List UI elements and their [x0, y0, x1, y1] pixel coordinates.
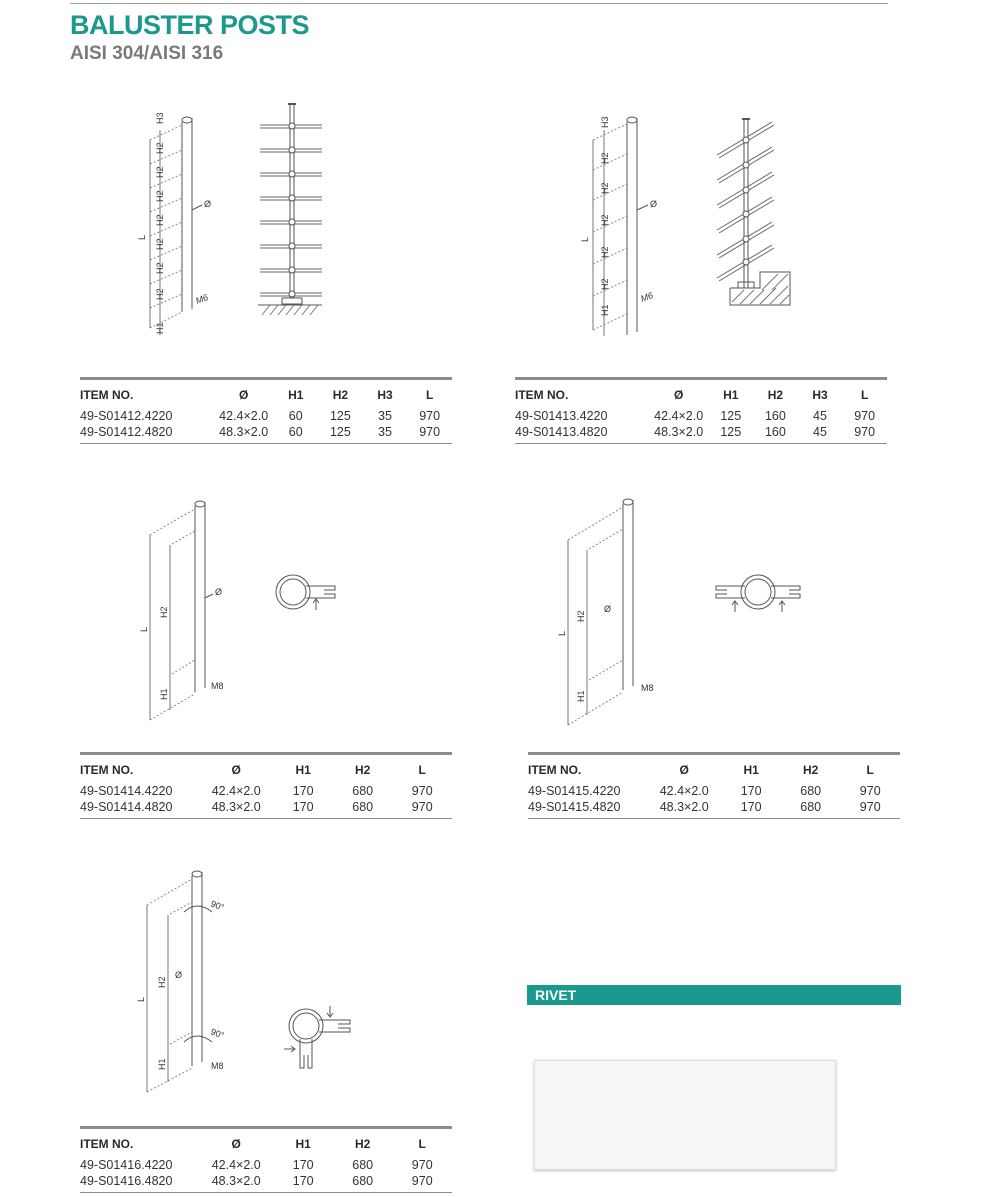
col-h1: H1	[295, 763, 311, 777]
drawing-s01415-side	[557, 499, 654, 725]
drawing-s01412-side	[137, 112, 211, 335]
col-h3: H3	[812, 388, 828, 402]
label-angle-90: 90°	[209, 898, 226, 913]
drawing-s01412-front	[258, 104, 322, 315]
rivet-section-header	[527, 985, 901, 1005]
col-item-no: ITEM NO.	[80, 1137, 134, 1151]
label-h1: H1	[576, 690, 586, 702]
cell-diameter: 48.3×2.0	[219, 425, 269, 439]
label-m8: M8	[211, 1061, 224, 1071]
cell-h1: 170	[740, 800, 762, 814]
drawing-s01415-section	[716, 575, 800, 612]
cell-diameter: 48.3×2.0	[654, 425, 704, 439]
label-m8: M8	[211, 681, 224, 691]
col-item-no: ITEM NO.	[80, 388, 134, 402]
label-h2: H2	[155, 166, 165, 178]
cell-item-no: 49-S01415.4820	[528, 800, 621, 814]
cell-h2: 125	[329, 425, 351, 439]
label-h2: H2	[576, 610, 586, 622]
page-title: BALUSTER POSTS	[70, 10, 310, 40]
label-h2: H2	[600, 214, 610, 226]
cell-diameter: 42.4×2.0	[654, 409, 704, 423]
col-diameter: Ø	[679, 763, 689, 777]
col-h2: H2	[767, 388, 784, 402]
drawing-s01414-section	[276, 575, 335, 610]
label-angle-90: 90°	[209, 1026, 226, 1041]
cell-l: 970	[411, 800, 433, 814]
col-h3: H3	[377, 388, 393, 402]
label-diameter: Ø	[604, 604, 612, 614]
col-h2: H2	[803, 763, 819, 777]
col-diameter: Ø	[239, 388, 249, 402]
col-h2: H2	[332, 388, 349, 402]
cell-h1: 170	[292, 784, 314, 798]
label-h2: H2	[600, 152, 610, 164]
label-diameter: Ø	[204, 199, 212, 209]
table-row	[80, 408, 452, 424]
cell-h2: 125	[329, 409, 351, 423]
cell-h1: 170	[292, 800, 314, 814]
spec-table-s01414	[80, 752, 452, 819]
cell-h1: 60	[288, 409, 303, 423]
label-h2: H2	[600, 246, 610, 258]
cell-diameter: 42.4×2.0	[219, 409, 269, 423]
label-h2: H2	[159, 606, 169, 618]
cell-h2: 680	[352, 1174, 374, 1188]
col-item-no: ITEM NO.	[528, 763, 582, 777]
cell-h1: 125	[720, 409, 742, 423]
label-h3: H3	[155, 112, 165, 124]
drawing-s01416-section	[284, 1006, 350, 1068]
label-l: L	[139, 626, 149, 632]
cell-item-no: 49-S01415.4220	[528, 784, 621, 798]
label-h2: H2	[155, 288, 165, 300]
table-row	[515, 408, 887, 424]
col-diameter: Ø	[231, 1137, 241, 1151]
col-h1: H1	[288, 388, 304, 402]
page-subtitle: AISI 304/AISI 316	[70, 43, 224, 64]
spec-table-s01415	[528, 752, 900, 819]
label-l: L	[580, 236, 590, 242]
cell-item-no: 49-S01413.4820	[515, 425, 608, 439]
cell-item-no: 49-S01414.4820	[80, 800, 173, 814]
spec-table-s01412	[80, 377, 452, 444]
cell-l: 970	[419, 425, 441, 439]
cell-h2: 680	[800, 800, 822, 814]
cell-l: 970	[854, 409, 876, 423]
spec-table-s01416	[80, 1126, 452, 1193]
cell-h2: 160	[764, 425, 786, 439]
cell-l: 970	[411, 1158, 433, 1172]
col-diameter: Ø	[231, 763, 241, 777]
rivet-heading: RIVET	[535, 987, 577, 1003]
label-h3: H3	[600, 116, 610, 128]
table-header-row	[528, 755, 900, 783]
cell-diameter: 48.3×2.0	[211, 800, 261, 814]
col-h1: H1	[743, 763, 759, 777]
col-h2: H2	[355, 763, 371, 777]
label-h2: H2	[600, 182, 610, 194]
cell-h1: 60	[288, 425, 303, 439]
label-diameter: Ø	[175, 970, 183, 980]
cell-h3: 45	[813, 425, 827, 439]
drawing-s01414-side	[139, 501, 224, 720]
label-h2: H2	[155, 190, 165, 202]
label-m6: M6	[639, 290, 655, 304]
col-l: L	[418, 1137, 426, 1151]
cell-l: 970	[419, 409, 441, 423]
col-l: L	[860, 388, 869, 402]
cell-item-no: 49-S01416.4220	[80, 1158, 173, 1172]
col-item-no: ITEM NO.	[80, 763, 134, 777]
cell-item-no: 49-S01413.4220	[515, 409, 608, 423]
drawing-s01413-front	[717, 119, 790, 305]
cell-diameter: 42.4×2.0	[211, 784, 261, 798]
table-row	[80, 783, 452, 799]
label-h2: H2	[157, 976, 167, 988]
col-l: L	[418, 763, 426, 777]
label-h2: H2	[155, 262, 165, 274]
table-row	[528, 799, 900, 818]
cell-diameter: 42.4×2.0	[211, 1158, 261, 1172]
label-h2: H2	[155, 238, 165, 250]
cell-item-no: 49-S01416.4820	[80, 1174, 173, 1188]
cell-h2: 680	[352, 784, 374, 798]
col-h2: H2	[355, 1137, 371, 1151]
cell-diameter: 42.4×2.0	[659, 784, 709, 798]
table-row	[528, 783, 900, 799]
cell-h3: 45	[813, 409, 827, 423]
col-item-no: ITEM NO.	[515, 388, 569, 402]
label-diameter: Ø	[650, 199, 658, 209]
col-diameter: Ø	[674, 388, 684, 402]
cell-item-no: 49-S01414.4220	[80, 784, 173, 798]
table-header-row	[80, 1129, 452, 1157]
label-l: L	[137, 234, 147, 240]
table-row	[80, 1173, 452, 1192]
label-m8: M8	[641, 683, 654, 693]
table-row	[515, 424, 887, 443]
table-row	[80, 424, 452, 443]
rivet-photo-frame	[534, 1060, 836, 1170]
table-header-row	[80, 755, 452, 783]
cell-l: 970	[859, 800, 881, 814]
cell-h2: 680	[800, 784, 822, 798]
table-row	[80, 799, 452, 818]
label-m6: M6	[194, 292, 210, 306]
label-l: L	[557, 630, 567, 636]
label-h1: H1	[155, 322, 165, 334]
drawing-s01413-side	[580, 116, 657, 336]
label-diameter: Ø	[215, 587, 223, 597]
cell-h1: 170	[740, 784, 762, 798]
cell-diameter: 48.3×2.0	[211, 1174, 261, 1188]
label-h1: H1	[159, 688, 169, 700]
cell-diameter: 48.3×2.0	[659, 800, 709, 814]
table-row	[80, 1157, 452, 1173]
cell-h3: 35	[378, 425, 392, 439]
cell-h2: 680	[352, 1158, 374, 1172]
cell-item-no: 49-S01412.4820	[80, 425, 173, 439]
col-h1: H1	[723, 388, 739, 402]
drawing-s01416-side	[136, 871, 226, 1092]
cell-h1: 170	[292, 1174, 314, 1188]
label-h1: H1	[157, 1058, 167, 1070]
table-header-row	[80, 380, 452, 408]
cell-h3: 35	[378, 409, 392, 423]
cell-h1: 170	[292, 1158, 314, 1172]
label-h2: H2	[155, 142, 165, 154]
cell-item-no: 49-S01412.4220	[80, 409, 173, 423]
cell-h2: 160	[764, 409, 786, 423]
label-h2: H2	[600, 278, 610, 290]
cell-h1: 125	[720, 425, 742, 439]
cell-h2: 680	[352, 800, 374, 814]
label-h2: H2	[155, 214, 165, 226]
col-h1: H1	[295, 1137, 311, 1151]
table-header-row	[515, 380, 887, 408]
label-l: L	[136, 996, 146, 1002]
label-h1: H1	[600, 304, 610, 316]
cell-l: 970	[859, 784, 881, 798]
cell-l: 970	[854, 425, 876, 439]
col-l: L	[425, 388, 434, 402]
cell-l: 970	[411, 784, 433, 798]
col-l: L	[866, 763, 874, 777]
cell-l: 970	[411, 1174, 433, 1188]
spec-table-s01413	[515, 377, 887, 444]
